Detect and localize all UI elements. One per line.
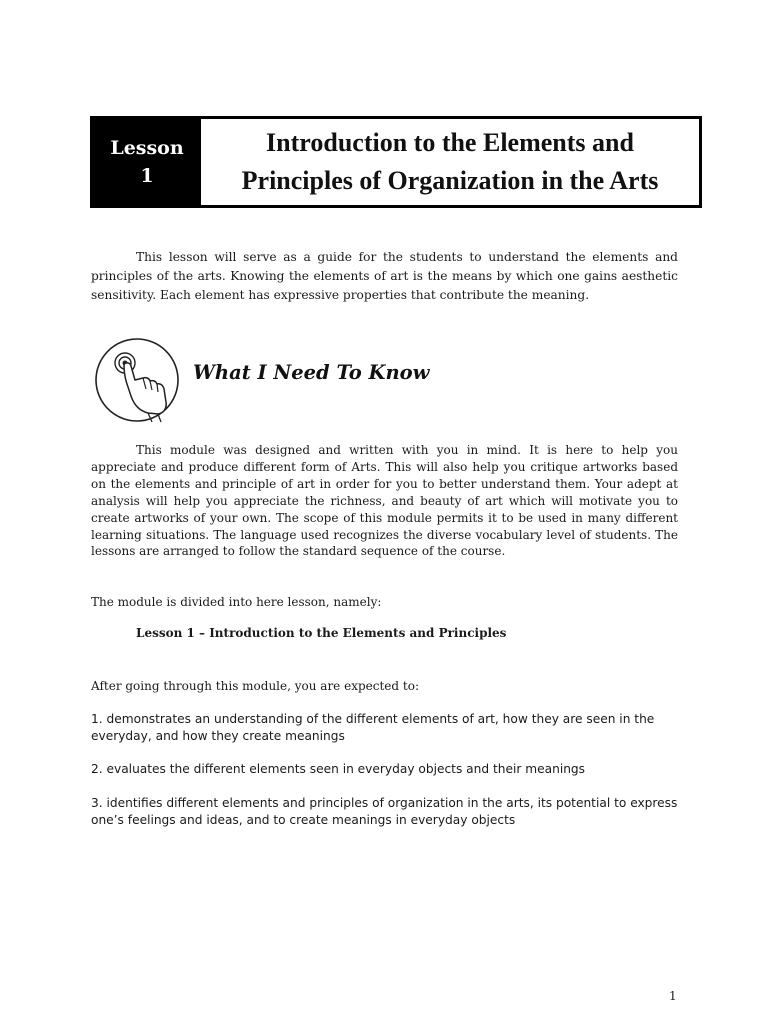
- page-number: 1: [669, 989, 677, 1003]
- division-line: The module is divided into here lesson, namely:: [91, 595, 382, 609]
- lesson-badge: [93, 119, 201, 205]
- lesson-number: 1: [140, 165, 154, 187]
- lesson-title: [201, 119, 699, 205]
- lesson-title-line1: Introduction to the Elements and: [266, 128, 634, 157]
- section-heading: What I Need To Know: [193, 361, 430, 384]
- module-paragraph: This module was designed and written with you in mind. It is here to help you appreciate and produce different form of Arts. This will also help you critique artworks based on the elements and principle of art in order for you to better understand them. Your adept at analysis will help you appreciate the richness, and beauty of art which will motivate you to create artworks of your own. The scope of this module permits it to be used in many different learning situations. The language used recognizes the diverse vocabulary level of students. The lessons are arranged to follow the standard sequence of the course.: [91, 443, 678, 559]
- objective-item: 2. evaluates the different elements seen in everyday objects and their meanings: [91, 762, 586, 776]
- objective-item: 3. identifies different elements and principles of organization in the arts, its potential to express one’s feelings and ideas, and to create meanings in everyday objects: [91, 796, 678, 827]
- touch-hand-icon: [94, 334, 180, 426]
- lesson-header-box: [90, 116, 702, 208]
- intro-paragraph: This lesson will serve as a guide for the students to understand the elements and principles of the arts. Knowing the elements of art is the means by which one gains aesthetic sensitivity. Each element has expressive properties that contribute the meaning.: [91, 250, 678, 302]
- lesson-list-item: Lesson 1 – Introduction to the Elements and Principles: [136, 626, 507, 640]
- lesson-label: Lesson: [110, 137, 184, 159]
- expectation-line: After going through this module, you are expected to:: [91, 679, 419, 693]
- lesson-title-line2: Principles of Organization in the Arts: [241, 166, 659, 195]
- objective-item: 1. demonstrates an understanding of the different elements of art, how they are seen in the everyday, and how they create meanings: [91, 712, 655, 743]
